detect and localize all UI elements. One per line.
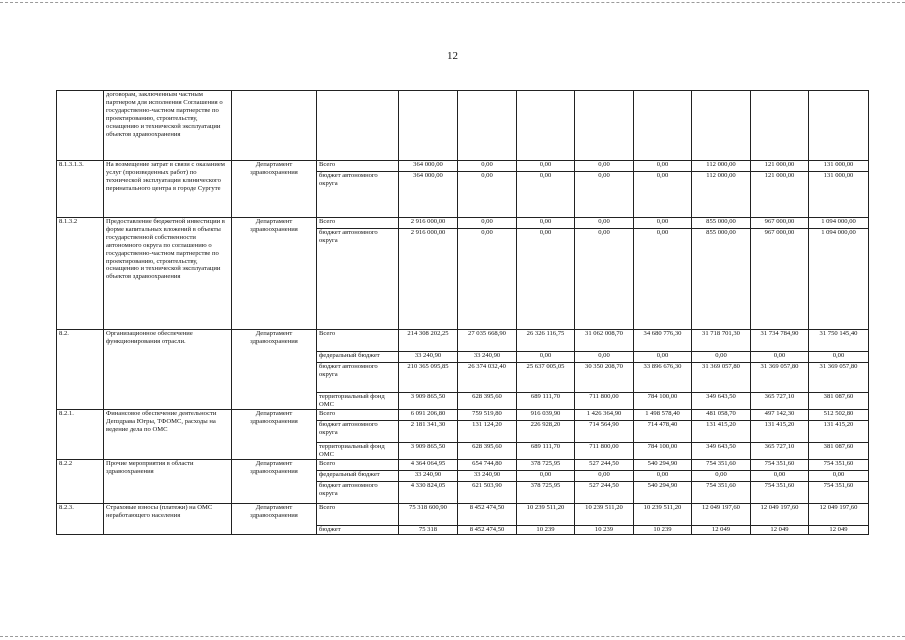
value-cell: 621 503,90 bbox=[458, 481, 517, 503]
value-cell: 711 800,00 bbox=[575, 442, 634, 459]
value-cell: 8 452 474,50 bbox=[458, 525, 517, 534]
value-cell: 12 049 bbox=[751, 525, 809, 534]
value-cell: 349 643,50 bbox=[692, 393, 751, 410]
value-cell: 784 100,00 bbox=[634, 442, 692, 459]
funding-source: бюджет автономного округа bbox=[317, 420, 399, 442]
value-cell: 381 087,60 bbox=[809, 442, 869, 459]
value-cell: 378 725,95 bbox=[517, 481, 575, 503]
value-cell: 497 142,30 bbox=[751, 409, 809, 420]
value-cell: 628 395,60 bbox=[458, 393, 517, 410]
value-cell: 226 928,20 bbox=[517, 420, 575, 442]
item-executor: Департамент здравоохранения bbox=[232, 459, 317, 503]
funding-source: Всего bbox=[317, 409, 399, 420]
value-cell: 10 239 511,20 bbox=[575, 503, 634, 525]
value-cell: 12 049 197,60 bbox=[751, 503, 809, 525]
funding-source: бюджет bbox=[317, 525, 399, 534]
value-cell: 711 800,00 bbox=[575, 393, 634, 410]
item-name: На возмещение затрат в связи с оказанием услуг (произведенных работ) по технической эксплуатации клинического перинатального центра в городе Сургуте bbox=[104, 161, 232, 218]
value-cell: 26 326 116,75 bbox=[517, 330, 575, 352]
value-cell: 540 294,90 bbox=[634, 481, 692, 503]
value-cell: 75 318 bbox=[399, 525, 458, 534]
value-cell: 131 415,20 bbox=[692, 420, 751, 442]
value-cell: 0,00 bbox=[458, 161, 517, 172]
value-cell: 12 049 bbox=[692, 525, 751, 534]
value-cell: 967 000,00 bbox=[751, 229, 809, 330]
value-cell bbox=[692, 91, 751, 161]
value-cell: 364 000,00 bbox=[399, 172, 458, 218]
scan-bottom-border bbox=[0, 636, 905, 637]
value-cell bbox=[575, 91, 634, 161]
value-cell: 4 330 824,05 bbox=[399, 481, 458, 503]
value-cell: 25 637 005,05 bbox=[517, 363, 575, 393]
item-code: 8.2.1. bbox=[57, 409, 104, 459]
value-cell: 121 000,00 bbox=[751, 172, 809, 218]
value-cell: 131 124,20 bbox=[458, 420, 517, 442]
value-cell: 0,00 bbox=[809, 352, 869, 363]
value-cell: 0,00 bbox=[575, 229, 634, 330]
value-cell: 210 365 095,85 bbox=[399, 363, 458, 393]
value-cell: 527 244,50 bbox=[575, 459, 634, 470]
value-cell: 8 452 474,50 bbox=[458, 503, 517, 525]
value-cell: 31 369 057,80 bbox=[751, 363, 809, 393]
value-cell: 0,00 bbox=[575, 352, 634, 363]
table-row bbox=[57, 503, 869, 525]
item-name: Финансовое обеспечение деятельности Депздрава Югры, ТФОМС, расходы на ведение дела по ОМС bbox=[104, 409, 232, 459]
value-cell: 628 395,60 bbox=[458, 442, 517, 459]
value-cell: 31 718 701,30 bbox=[692, 330, 751, 352]
value-cell: 33 240,90 bbox=[399, 470, 458, 481]
value-cell: 26 374 032,40 bbox=[458, 363, 517, 393]
value-cell: 30 350 208,70 bbox=[575, 363, 634, 393]
value-cell: 10 239 511,20 bbox=[634, 503, 692, 525]
value-cell: 31 369 057,80 bbox=[692, 363, 751, 393]
funding-source: бюджет автономного округа bbox=[317, 172, 399, 218]
value-cell: 0,00 bbox=[575, 172, 634, 218]
value-cell: 3 909 865,50 bbox=[399, 393, 458, 410]
value-cell: 654 744,80 bbox=[458, 459, 517, 470]
table-row bbox=[57, 161, 869, 172]
value-cell: 10 239 bbox=[575, 525, 634, 534]
value-cell: 916 039,90 bbox=[517, 409, 575, 420]
funding-source: федеральный бюджет bbox=[317, 470, 399, 481]
value-cell: 214 308 202,25 bbox=[399, 330, 458, 352]
value-cell: 540 294,90 bbox=[634, 459, 692, 470]
value-cell: 1 094 000,00 bbox=[809, 218, 869, 229]
value-cell: 10 239 bbox=[517, 525, 575, 534]
value-cell: 481 058,70 bbox=[692, 409, 751, 420]
value-cell: 0,00 bbox=[751, 352, 809, 363]
item-code: 8.2.2 bbox=[57, 459, 104, 503]
value-cell: 689 111,70 bbox=[517, 442, 575, 459]
value-cell: 0,00 bbox=[517, 172, 575, 218]
value-cell: 33 240,90 bbox=[458, 352, 517, 363]
item-code: 8.2. bbox=[57, 330, 104, 410]
funding-source: Всего bbox=[317, 503, 399, 525]
value-cell: 784 100,00 bbox=[634, 393, 692, 410]
value-cell: 12 049 197,60 bbox=[692, 503, 751, 525]
funding-source: Всего bbox=[317, 161, 399, 172]
value-cell: 0,00 bbox=[458, 172, 517, 218]
item-executor: Департамент здравоохранения bbox=[232, 218, 317, 330]
value-cell: 512 502,80 bbox=[809, 409, 869, 420]
value-cell: 131 000,00 bbox=[809, 172, 869, 218]
value-cell: 2 181 341,30 bbox=[399, 420, 458, 442]
program-budget-table bbox=[56, 90, 869, 535]
funding-source: территориальный фонд ОМС bbox=[317, 393, 399, 410]
value-cell: 527 244,50 bbox=[575, 481, 634, 503]
scan-top-border bbox=[0, 2, 905, 3]
value-cell: 31 062 008,70 bbox=[575, 330, 634, 352]
value-cell: 0,00 bbox=[692, 470, 751, 481]
value-cell: 0,00 bbox=[634, 172, 692, 218]
value-cell: 10 239 511,20 bbox=[517, 503, 575, 525]
table-row bbox=[57, 218, 869, 229]
value-cell: 112 000,00 bbox=[692, 161, 751, 172]
value-cell: 0,00 bbox=[575, 161, 634, 172]
item-executor: Департамент здравоохранения bbox=[232, 161, 317, 218]
value-cell: 0,00 bbox=[634, 352, 692, 363]
item-name: Организационное обеспечение функционирования отрасли. bbox=[104, 330, 232, 410]
value-cell: 12 049 197,60 bbox=[809, 503, 869, 525]
value-cell: 0,00 bbox=[692, 352, 751, 363]
funding-source: бюджет автономного округа bbox=[317, 229, 399, 330]
value-cell bbox=[634, 91, 692, 161]
item-name: договорам, заключенным частным партнером для исполнения Соглашения о государственно-частном партнерстве по проектированию, строительству, оснащению и технической эксплуатации объектов здравоохранения bbox=[104, 91, 232, 161]
table-row bbox=[57, 330, 869, 352]
funding-source: Всего bbox=[317, 459, 399, 470]
item-executor: Департамент здравоохранения bbox=[232, 503, 317, 534]
value-cell: 714 478,40 bbox=[634, 420, 692, 442]
item-code bbox=[57, 91, 104, 161]
funding-source: бюджет автономного округа bbox=[317, 363, 399, 393]
value-cell: 0,00 bbox=[634, 161, 692, 172]
value-cell: 112 000,00 bbox=[692, 172, 751, 218]
value-cell: 754 351,60 bbox=[751, 459, 809, 470]
value-cell: 754 351,60 bbox=[751, 481, 809, 503]
value-cell: 31 750 145,40 bbox=[809, 330, 869, 352]
value-cell: 3 909 865,50 bbox=[399, 442, 458, 459]
funding-source: бюджет автономного округа bbox=[317, 481, 399, 503]
value-cell: 381 087,60 bbox=[809, 393, 869, 410]
value-cell: 0,00 bbox=[458, 229, 517, 330]
item-code: 8.2.3. bbox=[57, 503, 104, 534]
value-cell: 0,00 bbox=[458, 218, 517, 229]
value-cell: 0,00 bbox=[517, 352, 575, 363]
item-executor: Департамент здравоохранения bbox=[232, 330, 317, 410]
funding-source: Всего bbox=[317, 330, 399, 352]
item-code: 8.1.3.1.3. bbox=[57, 161, 104, 218]
value-cell: 31 734 784,90 bbox=[751, 330, 809, 352]
value-cell: 2 916 000,00 bbox=[399, 229, 458, 330]
value-cell: 0,00 bbox=[517, 218, 575, 229]
value-cell: 4 364 064,95 bbox=[399, 459, 458, 470]
value-cell: 1 498 578,40 bbox=[634, 409, 692, 420]
table-row bbox=[57, 409, 869, 420]
value-cell bbox=[517, 91, 575, 161]
value-cell: 967 000,00 bbox=[751, 218, 809, 229]
value-cell: 0,00 bbox=[575, 470, 634, 481]
funding-source: федеральный бюджет bbox=[317, 352, 399, 363]
value-cell: 0,00 bbox=[634, 218, 692, 229]
value-cell: 0,00 bbox=[634, 470, 692, 481]
value-cell: 27 035 668,90 bbox=[458, 330, 517, 352]
value-cell: 754 351,60 bbox=[809, 459, 869, 470]
value-cell: 0,00 bbox=[517, 229, 575, 330]
value-cell: 31 369 057,80 bbox=[809, 363, 869, 393]
value-cell: 75 318 600,90 bbox=[399, 503, 458, 525]
value-cell: 0,00 bbox=[517, 470, 575, 481]
value-cell: 131 000,00 bbox=[809, 161, 869, 172]
value-cell bbox=[751, 91, 809, 161]
item-name: Предоставление бюджетной инвестиции в форме капитальных вложений в объекты государственной собственности автономного округа по соглашению о государственно-частном партнерстве по проектированию, строительству, оснащению и технической эксплуатации объектов здравоохранения bbox=[104, 218, 232, 330]
value-cell: 689 111,70 bbox=[517, 393, 575, 410]
value-cell: 0,00 bbox=[575, 218, 634, 229]
value-cell: 33 240,90 bbox=[399, 352, 458, 363]
value-cell: 6 091 206,80 bbox=[399, 409, 458, 420]
value-cell: 754 351,60 bbox=[692, 459, 751, 470]
value-cell: 0,00 bbox=[634, 229, 692, 330]
value-cell: 714 564,90 bbox=[575, 420, 634, 442]
value-cell bbox=[809, 91, 869, 161]
item-executor bbox=[232, 91, 317, 161]
value-cell: 855 000,00 bbox=[692, 218, 751, 229]
funding-source: территориальный фонд ОМС bbox=[317, 442, 399, 459]
value-cell: 754 351,60 bbox=[809, 481, 869, 503]
value-cell: 365 727,10 bbox=[751, 393, 809, 410]
item-name: Страховые взносы (платежи) на ОМС неработающего населения bbox=[104, 503, 232, 534]
value-cell bbox=[458, 91, 517, 161]
page-number: 12 bbox=[447, 50, 458, 62]
value-cell: 1 426 364,90 bbox=[575, 409, 634, 420]
value-cell: 34 680 776,30 bbox=[634, 330, 692, 352]
table-row bbox=[57, 459, 869, 470]
value-cell: 121 000,00 bbox=[751, 161, 809, 172]
value-cell: 365 727,10 bbox=[751, 442, 809, 459]
value-cell: 378 725,95 bbox=[517, 459, 575, 470]
value-cell: 33 240,90 bbox=[458, 470, 517, 481]
item-code: 8.1.3.2 bbox=[57, 218, 104, 330]
funding-source bbox=[317, 91, 399, 161]
value-cell: 754 351,60 bbox=[692, 481, 751, 503]
value-cell: 0,00 bbox=[809, 470, 869, 481]
value-cell: 131 415,20 bbox=[751, 420, 809, 442]
value-cell bbox=[399, 91, 458, 161]
value-cell: 33 896 676,30 bbox=[634, 363, 692, 393]
value-cell: 12 049 bbox=[809, 525, 869, 534]
table-row bbox=[57, 91, 869, 161]
value-cell: 10 239 bbox=[634, 525, 692, 534]
value-cell: 759 519,80 bbox=[458, 409, 517, 420]
funding-source: Всего bbox=[317, 218, 399, 229]
value-cell: 131 415,20 bbox=[809, 420, 869, 442]
value-cell: 2 916 000,00 bbox=[399, 218, 458, 229]
item-name: Прочие мероприятия в области здравоохранения bbox=[104, 459, 232, 503]
item-executor: Департамент здравоохранения bbox=[232, 409, 317, 459]
value-cell: 364 000,00 bbox=[399, 161, 458, 172]
value-cell: 1 094 000,00 bbox=[809, 229, 869, 330]
value-cell: 349 643,50 bbox=[692, 442, 751, 459]
value-cell: 855 000,00 bbox=[692, 229, 751, 330]
value-cell: 0,00 bbox=[517, 161, 575, 172]
value-cell: 0,00 bbox=[751, 470, 809, 481]
